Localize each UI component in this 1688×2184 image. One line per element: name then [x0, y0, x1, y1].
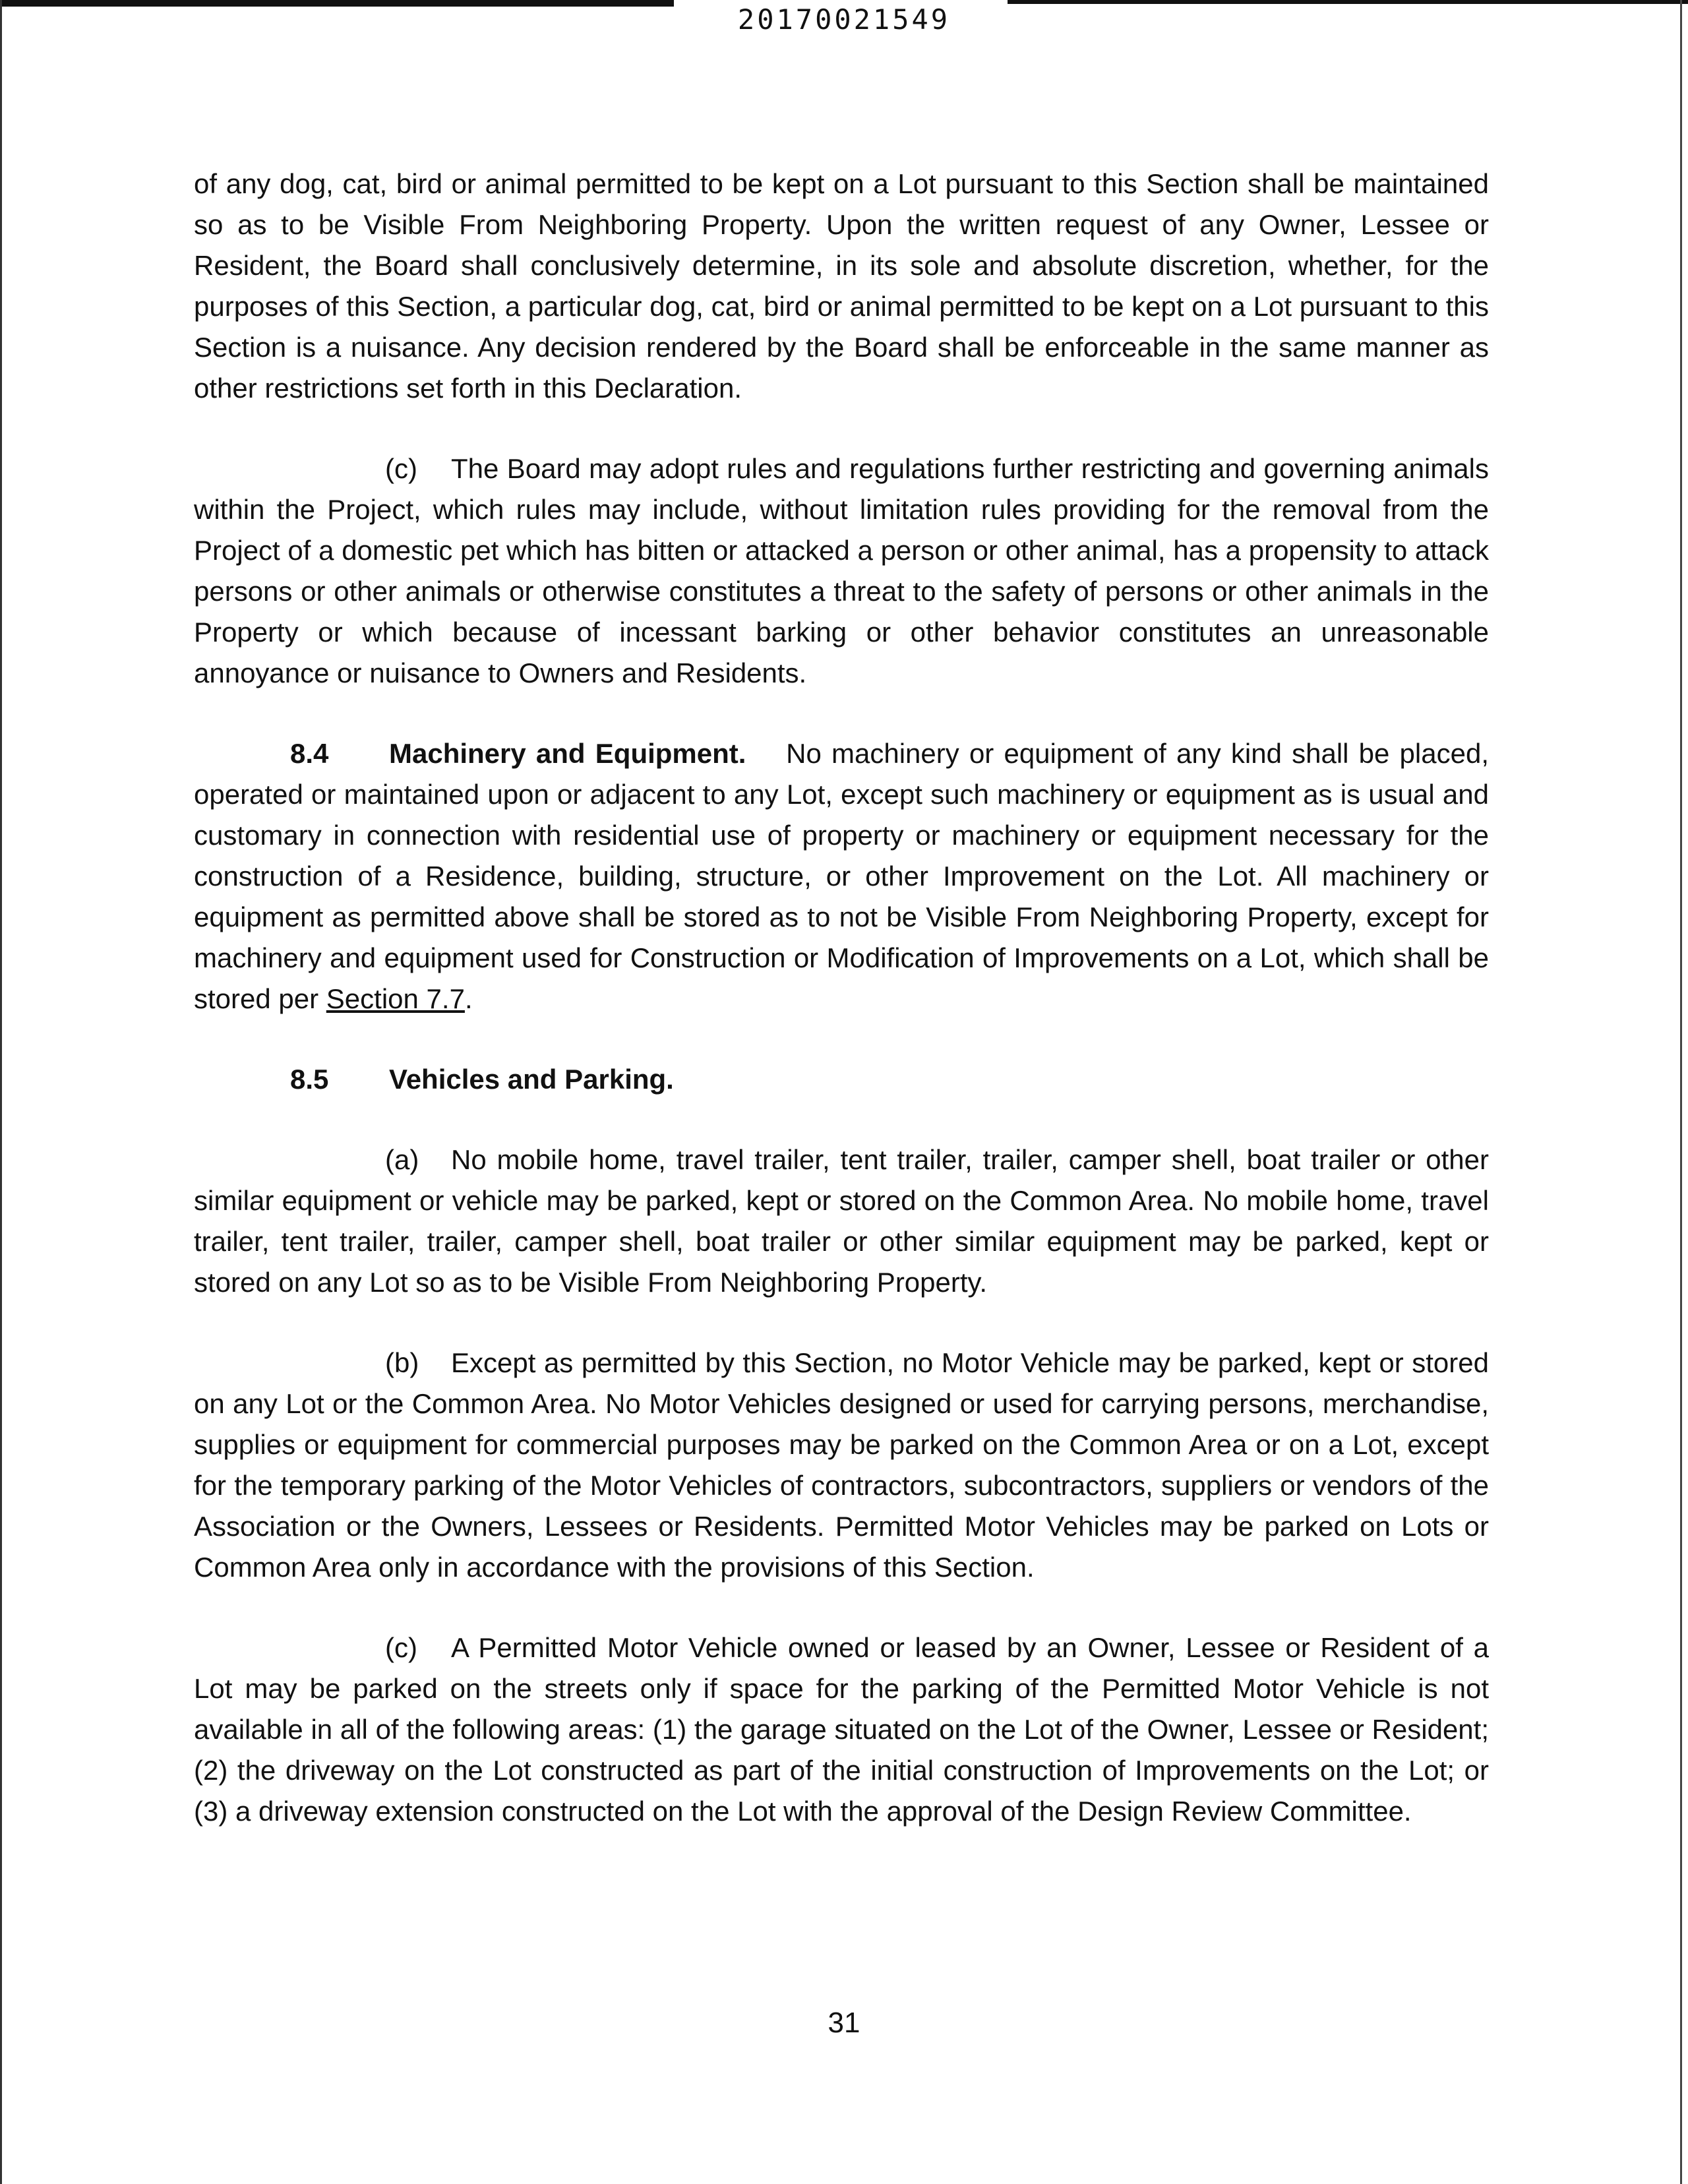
section-number: 8.4	[290, 738, 329, 769]
section-title: Machinery and Equipment.	[389, 738, 746, 769]
subsection-label: (a)	[385, 1144, 419, 1175]
paragraph-vehicles-subsection-a	[194, 1139, 1489, 1303]
section-8-4-machinery	[194, 733, 1489, 1019]
section-text: No machinery or equipment of any kind shall be placed, operated or maintained upon or adjacent to any Lot, except such machinery or equipment as is usual and customary in connection with residential use of property or machinery or equipment necessary for the construction of a Residence, building, structure, or other Improvement on the Lot. All machinery or equipment as permitted above shall be stored as to not be Visible From Neighboring Property, except for machinery and equipment used for Construction or Modification of Improvements on a Lot, which shall be stored per	[194, 738, 1489, 1014]
scan-left-edge	[0, 0, 2, 2184]
subsection-label: (c)	[385, 453, 417, 484]
page-number: 31	[828, 2007, 860, 2039]
section-text-end: .	[464, 983, 473, 1014]
section-8-5-heading	[194, 1059, 1489, 1100]
section-title: Vehicles and Parking.	[389, 1064, 674, 1095]
subsection-label: (b)	[385, 1347, 419, 1378]
subsection-text: The Board may adopt rules and regulations further restricting and governing animals within the Project, which rules may include, without limitation rules providing for the removal from the Project of a domestic pet which has bitten or attacked a person or other animal, has a propensity to attack persons or other animals or otherwise constitutes a threat to the safety of persons or other animals in the Property or which because of incessant barking or other behavior constitutes an unreasonable annoyance or nuisance to Owners and Residents.	[194, 453, 1489, 688]
paragraph-animals-subsection-c	[194, 448, 1489, 694]
subsection-text: Except as permitted by this Section, no Motor Vehicle may be parked, kept or stored on any Lot or the Common Area. No Motor Vehicles designed or used for carrying persons, merchandise, supplies or equipment for commercial purposes may be parked on the Common Area or on a Lot, except for the temporary parking of the Motor Vehicles of contractors, subcontractors, suppliers or vendors of the Association or the Owners, Lessees or Residents. Permitted Motor Vehicles may be parked on Lots or Common Area only in accordance with the provisions of this Section.	[194, 1347, 1489, 1583]
paragraph-vehicles-subsection-c	[194, 1627, 1489, 1832]
recording-document-number: 20170021549	[737, 3, 951, 36]
document-page	[194, 164, 1489, 1832]
subsection-text: A Permitted Motor Vehicle owned or leased by an Owner, Lessee or Resident of a Lot may be parked on the streets only if space for the parking of the Permitted Motor Vehicle is not available in all of the following areas: (1) the garage situated on the Lot of the Owner, Lessee or Resident; (2) the driveway on the Lot constructed as part of the initial construction of Improvements on the Lot; or (3) a driveway extension constructed on the Lot with the approval of the Design Review Committee.	[194, 1632, 1489, 1827]
section-reference-link: Section 7.7	[326, 983, 465, 1014]
section-number: 8.5	[290, 1064, 329, 1095]
subsection-label: (c)	[385, 1632, 417, 1663]
scan-right-edge	[1680, 0, 1682, 2184]
paragraph-animals-continuation: of any dog, cat, bird or animal permitted to be kept on a Lot pursuant to this Section shall be maintained so as to be Visible From Neighboring Property. Upon the written request of any Owner, Lessee or Resident, the Board shall conclusively determine, in its sole and absolute discretion, whether, for the purposes of this Section, a particular dog, cat, bird or animal permitted to be kept on a Lot pursuant to this Section is a nuisance. Any decision rendered by the Board shall be enforceable in the same manner as other restrictions set forth in this Declaration.	[194, 168, 1489, 404]
subsection-text: No mobile home, travel trailer, tent trailer, trailer, camper shell, boat trailer or other similar equipment or vehicle may be parked, kept or stored on the Common Area. No mobile home, travel trailer, tent trailer, trailer, camper shell, boat trailer or other similar equipment may be parked, kept or stored on any Lot so as to be Visible From Neighboring Property.	[194, 1144, 1489, 1298]
paragraph-vehicles-subsection-b	[194, 1343, 1489, 1588]
